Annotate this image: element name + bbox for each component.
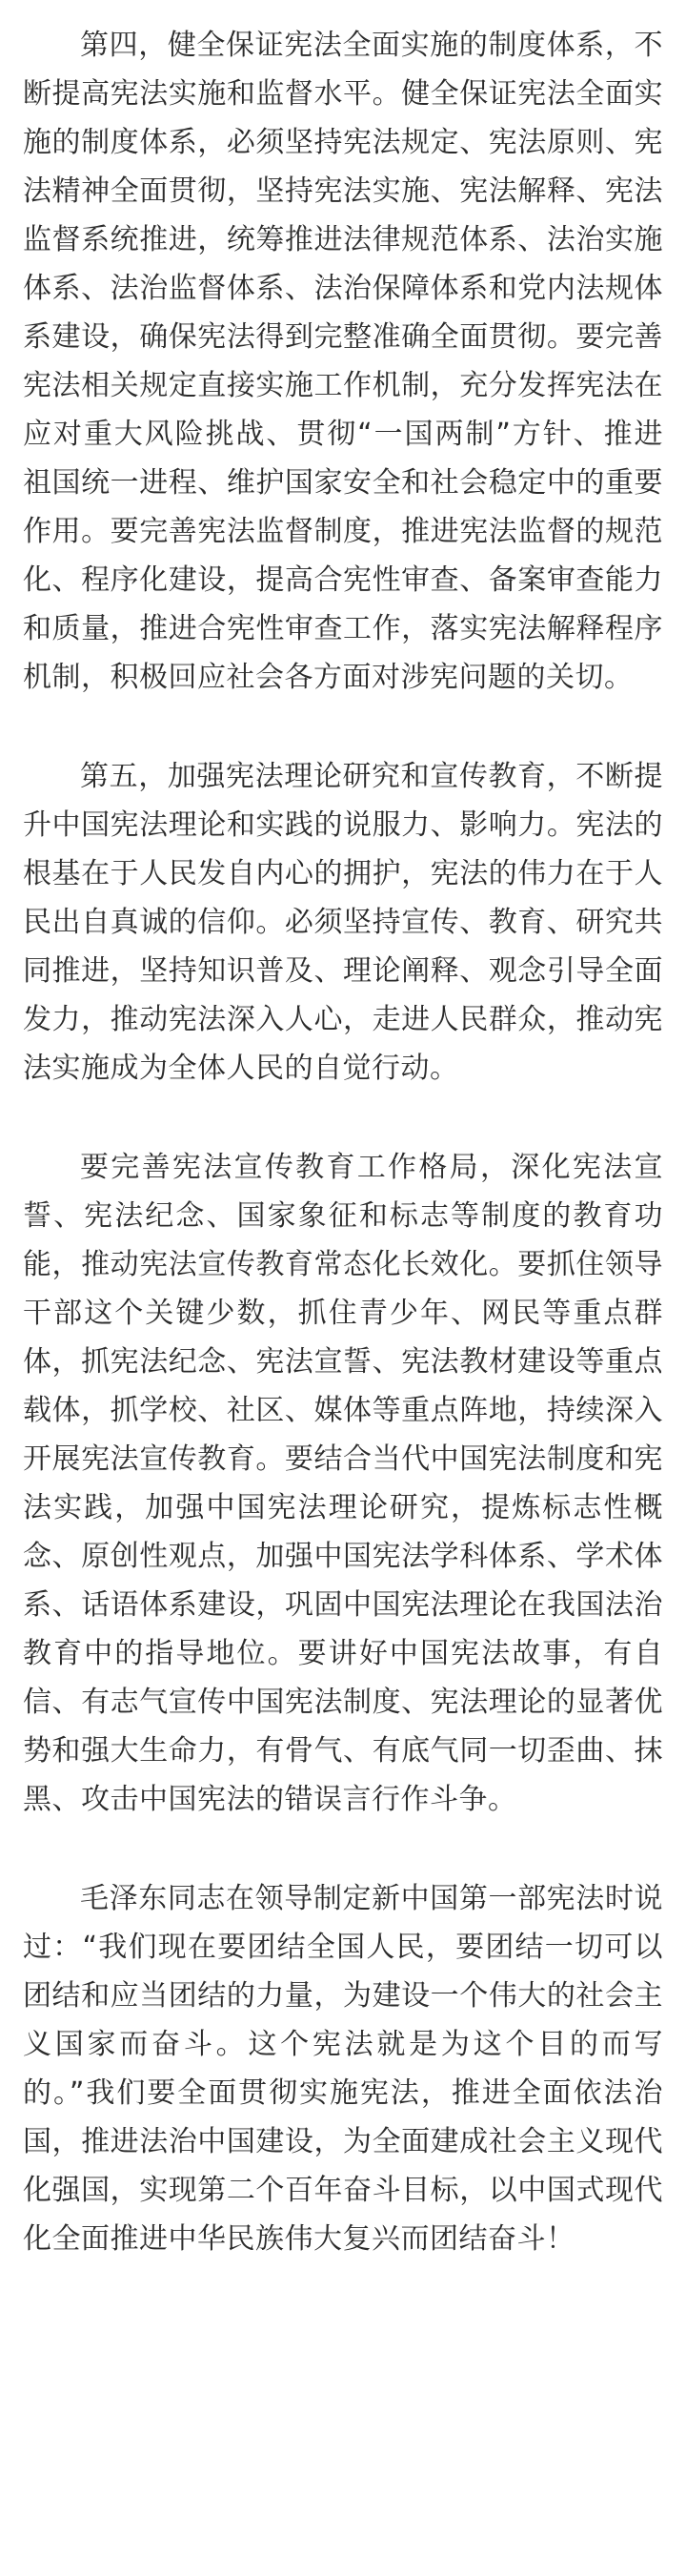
paragraph-mao-quote: 毛泽东同志在领导制定新中国第一部宪法时说过：“我们现在要团结全国人民，要团结一切可以团结和应当团结的力量，为建设一个伟大的社会主义国家而奋斗。这个宪法就是为这个目的而写的。”我们要全面贯彻实施宪法，推进全面依法治国，推进法治中国建设，为全面建成社会主义现代化强国，实现第二个百年奋斗目标，以中国式现代化全面推进中华民族伟大复兴而团结奋斗！: [23, 1882, 663, 2256]
paragraph-fourth-point: 第四，健全保证宪法全面实施的制度体系，不断提高宪法实施和监督水平。健全保证宪法全面实施的制度体系，必须坚持宪法规定、宪法原则、宪法精神全面贯彻，坚持宪法实施、宪法解释、宪法监督系统推进，统筹推进法律规范体系、法治实施体系、法治监督体系、法治保障体系和党内法规体系建设，确保宪法得到完整准确全面贯彻。要完善宪法相关规定直接实施工作机制，充分发挥宪法在应对重大风险挑战、贯彻“一国两制”方针、推进祖国统一进程、维护国家安全和社会稳定中的重要作用。要完善宪法监督制度，推进宪法监督的规范化、程序化建设，提高合宪性审查、备案审查能力和质量，推进合宪性审查工作，落实宪法解释程序机制，积极回应社会各方面对涉宪问题的关切。: [23, 29, 663, 694]
article-body: [23, 21, 663, 2263]
paragraph-fifth-point: 第五，加强宪法理论研究和宣传教育，不断提升中国宪法理论和实践的说服力、影响力。宪法的根基在于人民发自内心的拥护，宪法的伟力在于人民出自真诚的信仰。必须坚持宣传、教育、研究共同推进，坚持知识普及、理论阐释、观念引导全面发力，推动宪法深入人心，走进人民群众，推动宪法实施成为全体人民的自觉行动。: [23, 760, 663, 1085]
paragraph-publicity-education: 要完善宪法宣传教育工作格局，深化宪法宣誓、宪法纪念、国家象征和标志等制度的教育功能，推动宪法宣传教育常态化长效化。要抓住领导干部这个关键少数，抓住青少年、网民等重点群体，抓宪法纪念、宪法宣誓、宪法教材建设等重点载体，抓学校、社区、媒体等重点阵地，持续深入开展宪法宣传教育。要结合当代中国宪法制度和宪法实践，加强中国宪法理论研究，提炼标志性概念、原创性观点，加强中国宪法学科体系、学术体系、话语体系建设，巩固中国宪法理论在我国法治教育中的指导地位。要讲好中国宪法故事，有自信、有志气宣传中国宪法制度、宪法理论的显著优势和强大生命力，有骨气、有底气同一切歪曲、抹黑、攻击中国宪法的错误言行作斗争。: [23, 1151, 663, 1816]
